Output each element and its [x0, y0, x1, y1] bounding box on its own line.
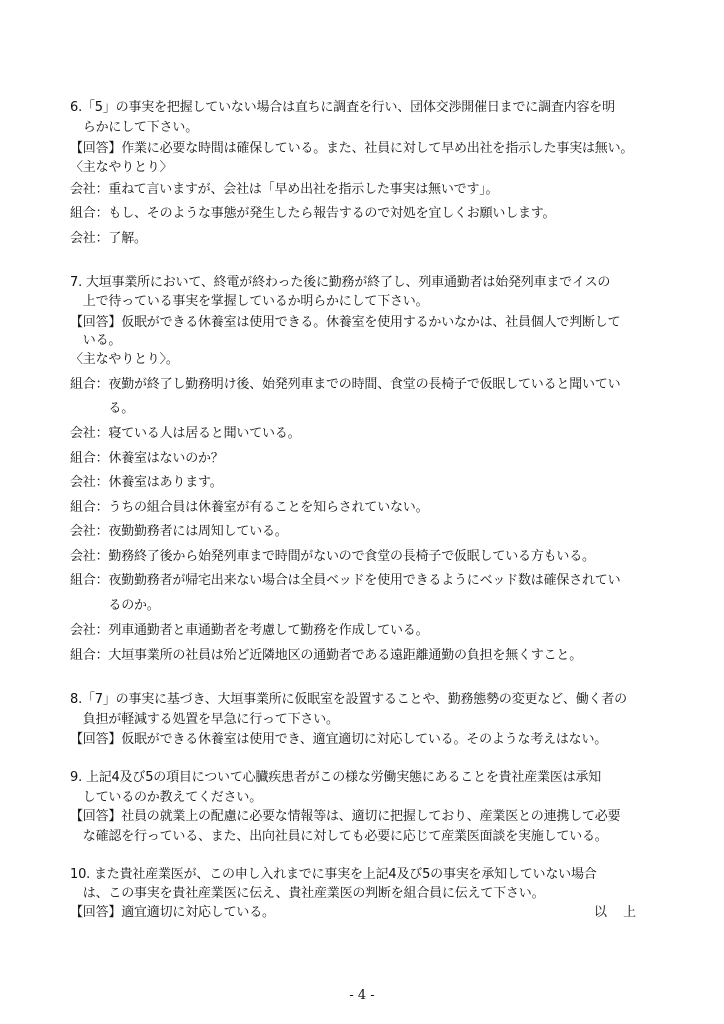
item-9-answer: 【回答】社員の就業上の配慮に必要な情報等は、適切に把握しており、産業医との連携して必要 — [70, 809, 621, 824]
item-8-answer: 【回答】仮眠ができる休養室は使用でき、適宜適切に対応している。そのような考えはない。 — [70, 732, 608, 747]
item-7-dialogue: 会社：列車通勤者と車通勤者を考慮して勤務を作成している。 — [70, 623, 429, 638]
item-7-dialogue: 組合：夜勤が終了し勤務明け後、始発列車までの時間、食堂の長椅子で仮眠していると聞いてい — [70, 377, 621, 392]
item-6-exchange-heading: 〈主なやりとり〉 — [70, 160, 173, 175]
item-7-answer-cont: いる。 — [70, 333, 122, 348]
item-6-dialogue: 組合：もし、そのような事態が発生したら報告するので対処を宜しくお願いします。 — [70, 206, 556, 221]
item-7-answer: 【回答】仮眠ができる休養室は使用できる。休養室を使用するかいなかは、社員個人で判断して — [70, 315, 621, 330]
item-7-line-2: 上で待っている事実を掌握しているか明らかにして下さい。 — [70, 294, 429, 309]
item-6-answer: 【回答】作業に必要な時間は確保している。また、社員に対して早め出社を指示した事実は無い。 — [70, 141, 634, 156]
item-8-line-1: 8.「7」の事実に基づき、大垣事業所に仮眠室を設置することや、勤務態勢の変更など、働く者の — [70, 692, 627, 707]
item-6-dialogue: 会社：了解。 — [70, 231, 147, 246]
item-6-line-2: らかにして下さい。 — [70, 120, 199, 135]
item-9-line-2: しているのか教えてください。 — [70, 790, 263, 805]
item-7-dialogue: 組合：うちの組合員は休養室が有ることを知らされていない。 — [70, 500, 429, 515]
item-9-answer-cont: な確認を行っている、また、出向社員に対しても必要に応じて産業医面談を実施している。 — [70, 829, 608, 844]
page-number: - 4 - — [349, 988, 375, 1003]
item-7-dialogue: 会社：寝ている人は居ると聞いている。 — [70, 426, 301, 441]
item-6-line-1: 6.「5」の事実を把握していない場合は直ちに調査を行い、団体交渉開催日までに調査内容を明 — [70, 100, 615, 115]
item-7-exchange-heading: 〈主なやりとり〉。 — [70, 352, 179, 367]
item-7-dialogue: 組合：大垣事業所の社員は殆ど近隣地区の通勤者である遠距離通勤の負担を無くすこと。 — [70, 648, 583, 663]
item-7-dialogue: 会社：休養室はあります。 — [70, 475, 223, 490]
item-7-dialogue: 会社：勤務終了後から始発列車まで時間がないので食堂の長椅子で仮眠している方もいる。 — [70, 549, 595, 564]
item-7-dialogue: 組合：夜勤勤務者が帰宅出来ない場合は全員ベッドを使用できるようにベッド数は確保されてい — [70, 573, 621, 588]
item-9-line-1: 9. 上記4及び5の項目について心臓疾患者がこの様な労働実態にあることを貴社産業医は承知 — [70, 770, 602, 785]
item-6-dialogue: 会社：重ねて言いますが、会社は「早め出社を指示した事実は無いです」。 — [70, 182, 499, 197]
item-8-line-2: 負担が軽減する処置を早急に行って下さい。 — [70, 712, 339, 727]
item-10-answer: 【回答】適宜適切に対応している。 — [70, 905, 275, 920]
item-10-line-1: 10. また貴社産業医が、この申し入れまでに事実を上記4及び5の事実を承知していない場合 — [70, 867, 597, 882]
item-7-dialogue: る。 — [70, 401, 135, 416]
closing-mark: 以 上 — [594, 905, 643, 920]
item-7-line-1: 7. 大垣事業所において、終電が終わった後に勤務が終了し、列車通勤者は始発列車までイスの — [70, 275, 611, 290]
item-10-line-2: は、この事実を貴社産業医に伝え、貴社産業医の判断を組合員に伝えて下さい。 — [70, 886, 545, 901]
item-7-dialogue: 組合：休養室はないのか？ — [70, 451, 224, 466]
item-7-dialogue: るのか。 — [70, 598, 160, 613]
item-7-dialogue: 会社：夜勤勤務者には周知している。 — [70, 524, 288, 539]
